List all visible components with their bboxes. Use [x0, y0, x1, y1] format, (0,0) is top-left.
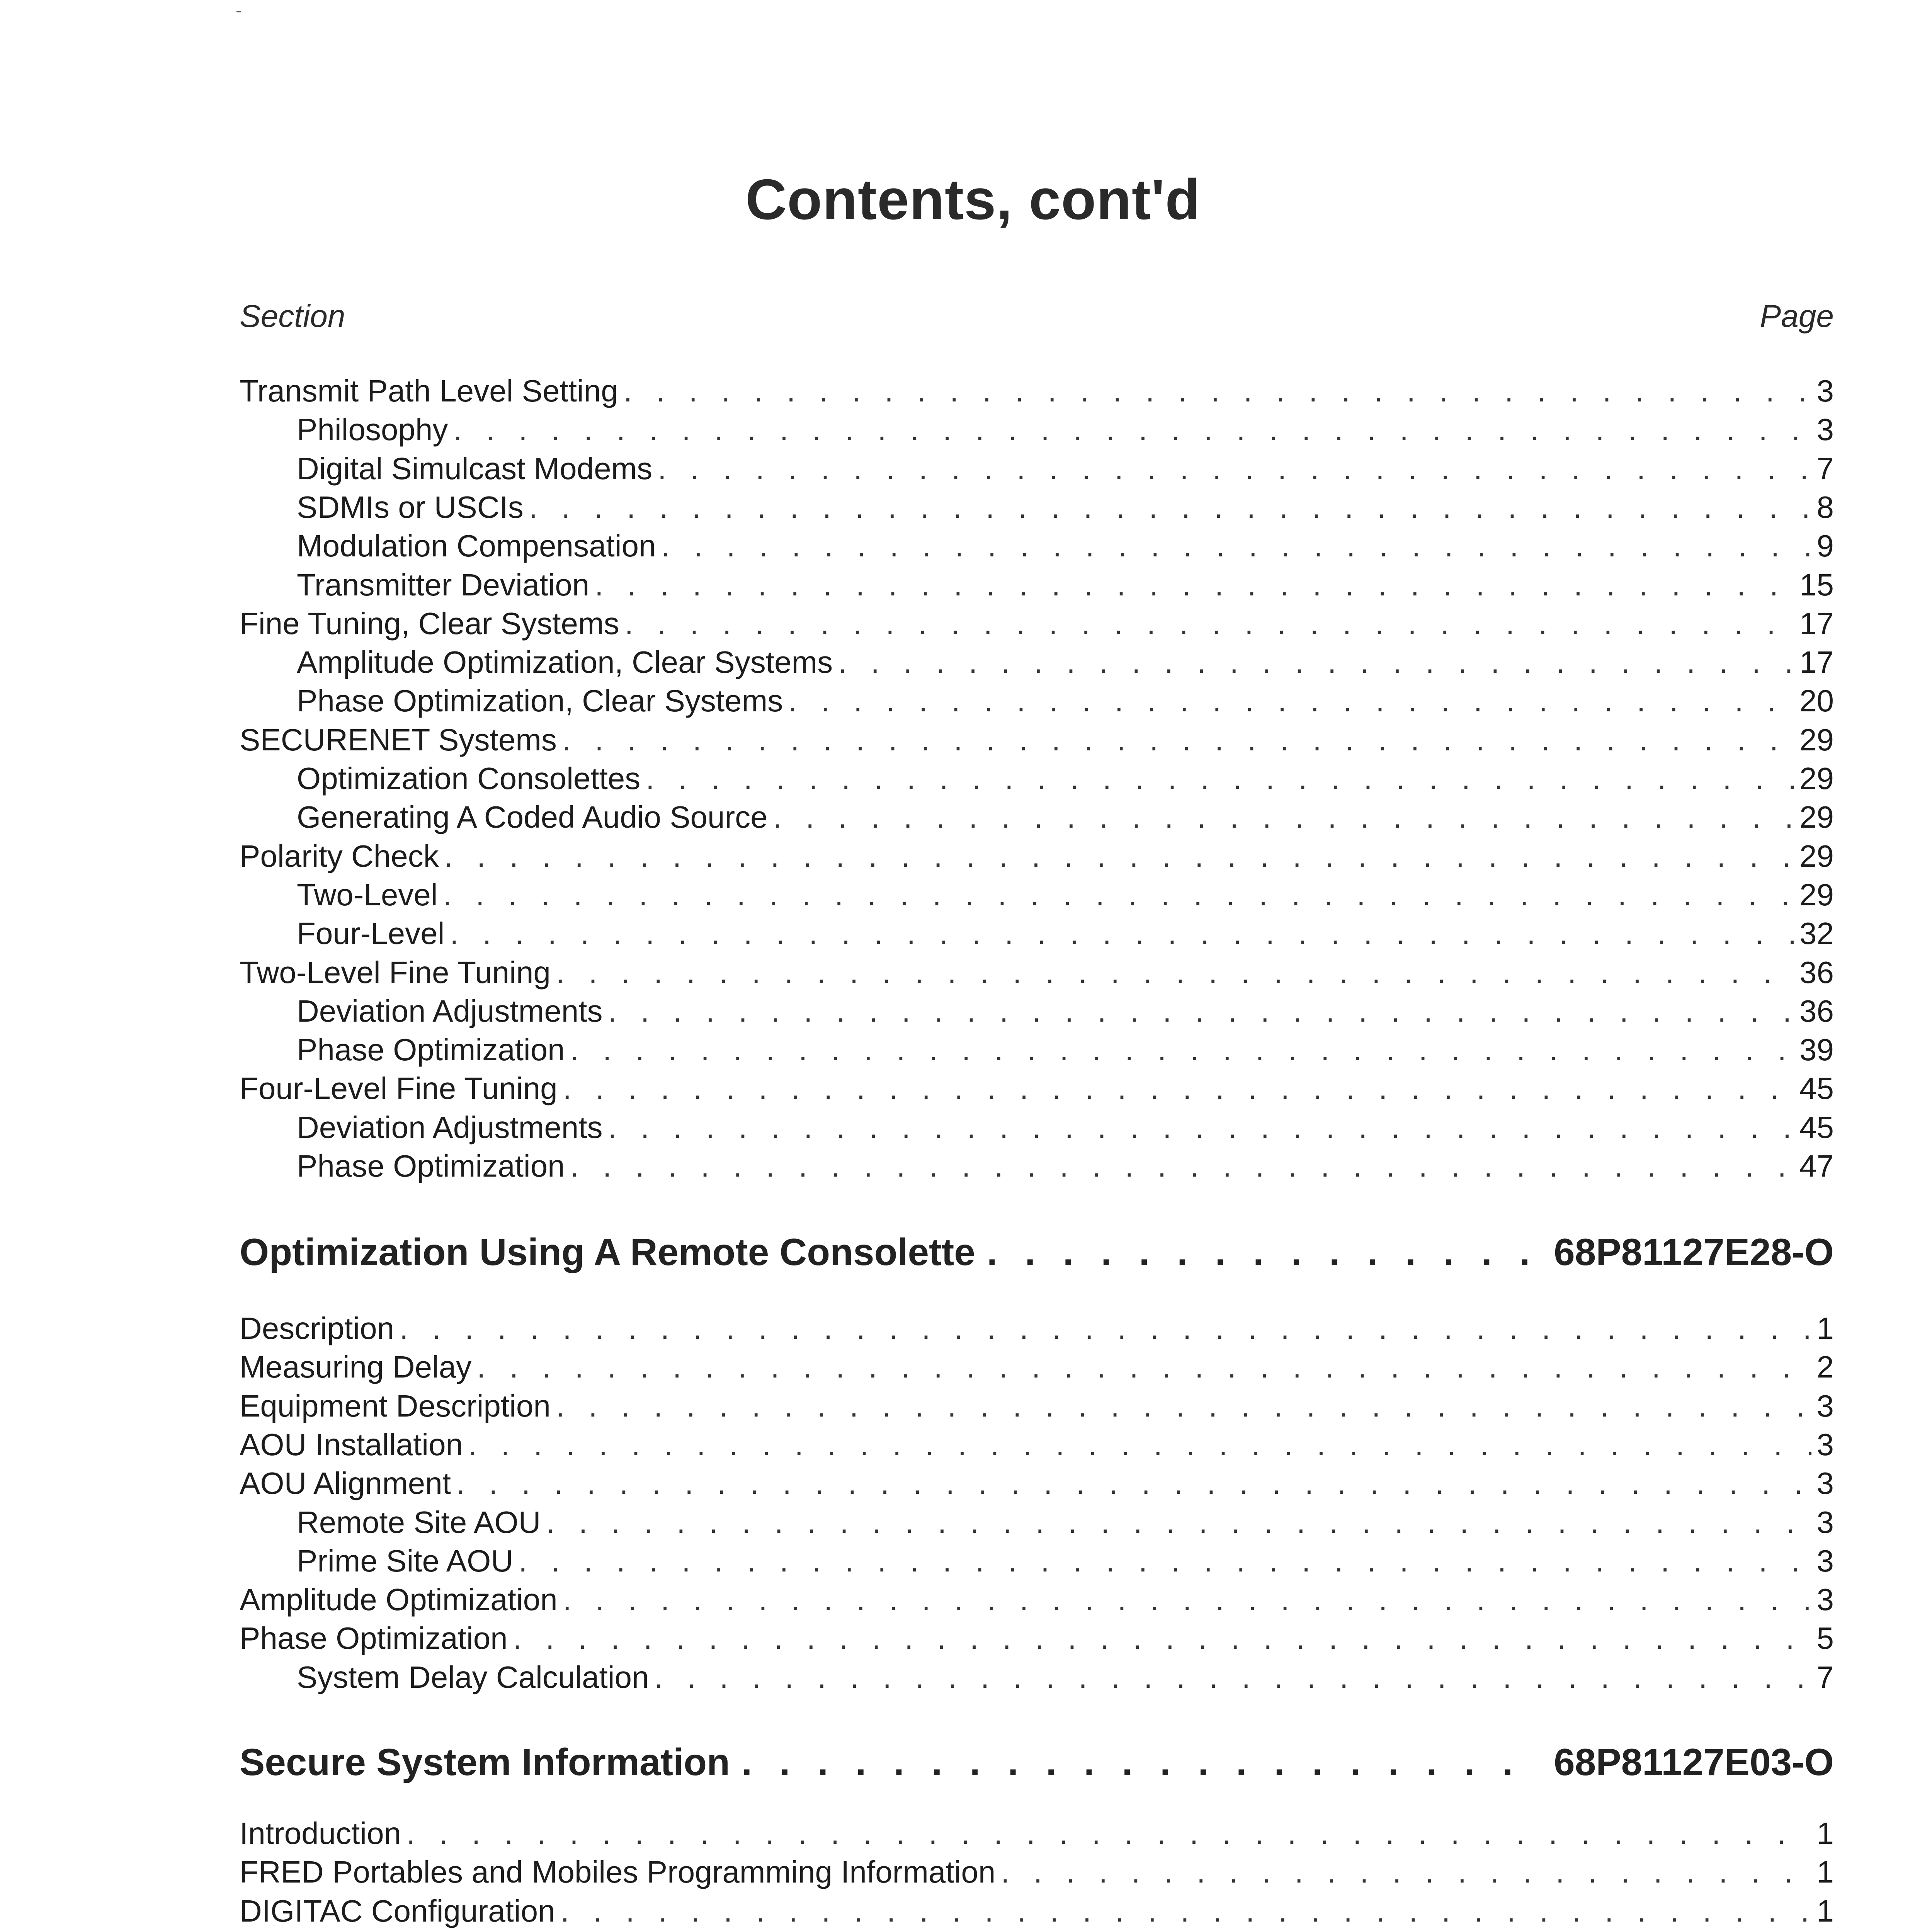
toc-entry[interactable]: [240, 604, 1834, 643]
dot-leader: [570, 1147, 1794, 1185]
dot-leader: [658, 449, 1811, 488]
toc-entry-page: 5: [1816, 1621, 1834, 1656]
dot-leader: [561, 1892, 1811, 1930]
toc-entry-title: System Delay Calculation: [297, 1660, 649, 1694]
toc-entry-title: Philosophy: [297, 412, 448, 447]
toc-entry-page: 17: [1799, 645, 1834, 680]
toc-entry-page: 3: [1816, 1582, 1834, 1617]
dot-leader: [654, 1658, 1811, 1697]
dot-leader: [570, 1031, 1794, 1069]
toc-entry-page: 3: [1816, 1543, 1834, 1578]
toc-entry-page: 36: [1799, 993, 1834, 1028]
section-heading-remote-consolette[interactable]: [240, 1227, 1834, 1277]
toc-entry-title: Deviation Adjustments: [297, 993, 603, 1028]
toc-entry-page: 3: [1816, 1388, 1834, 1423]
toc-entry-page: 7: [1816, 451, 1834, 486]
toc-entry[interactable]: [240, 837, 1834, 876]
toc-entry-page: 3: [1816, 1505, 1834, 1539]
toc-entry[interactable]: [240, 410, 1834, 449]
toc-entry-page: 2: [1816, 1350, 1834, 1384]
toc-entry-page: 45: [1799, 1110, 1834, 1145]
toc-entry[interactable]: [240, 1892, 1834, 1930]
dot-leader: [788, 682, 1794, 720]
toc-entry-title: Amplitude Optimization: [240, 1582, 558, 1617]
toc-entry-page: 17: [1799, 606, 1834, 641]
toc-entry-page: 1: [1816, 1893, 1834, 1928]
section-column-header: Section: [240, 299, 345, 334]
dot-leader: [443, 876, 1794, 914]
toc-entry-title: Phase Optimization, Clear Systems: [297, 684, 783, 718]
dot-leader: [624, 372, 1811, 410]
toc-entry-page: 3: [1816, 412, 1834, 447]
scan-speck: [236, 11, 241, 12]
dot-leader: [477, 1348, 1811, 1386]
toc-entry[interactable]: [240, 449, 1834, 488]
toc-entry-title: Deviation Adjustments: [297, 1110, 603, 1145]
dot-leader: [468, 1425, 1811, 1464]
toc-entry-title: Phase Optimization: [297, 1032, 565, 1067]
toc-entry-title: Prime Site AOU: [297, 1543, 514, 1578]
toc-entry[interactable]: [240, 1619, 1834, 1658]
toc-entry-title: Phase Optimization: [240, 1621, 508, 1656]
toc-entry[interactable]: [240, 992, 1834, 1031]
toc-entry-page: 39: [1799, 1032, 1834, 1067]
toc-entry-page: [1817, 1930, 1834, 1932]
toc-entry-title: Transmitter Deviation: [297, 567, 590, 602]
dot-leader: [444, 837, 1794, 876]
toc-entry-title: Transmit Path Level Setting: [240, 374, 618, 408]
toc-entry[interactable]: [240, 1108, 1834, 1147]
dot-leader: [661, 527, 1811, 565]
toc-entry[interactable]: [240, 1542, 1834, 1580]
toc-entry[interactable]: [240, 1348, 1834, 1386]
toc-entry-page: 29: [1799, 722, 1834, 757]
dot-leader: [625, 604, 1794, 643]
toc-entry[interactable]: [240, 1930, 1834, 1932]
toc-entry-title: Description: [240, 1311, 395, 1345]
dot-leader: [595, 566, 1794, 604]
toc-entry-title: FRED Portables and Mobiles Programming Information: [240, 1855, 996, 1889]
section-heading-title: Secure System Information: [240, 1741, 730, 1783]
toc-entry-title: SECURENET Systems: [240, 722, 557, 757]
toc-entry[interactable]: [240, 372, 1834, 410]
dot-leader: [987, 1227, 1542, 1277]
toc-entry-title: Measuring Delay: [240, 1350, 472, 1384]
toc-entry[interactable]: [240, 1503, 1834, 1542]
toc-entry[interactable]: [240, 488, 1834, 527]
toc-entry-page: 3: [1816, 374, 1834, 408]
toc-entry-title: Polarity Check: [240, 838, 439, 873]
toc-entry-title: Four-Level Fine Tuning: [240, 1071, 558, 1106]
toc-entry-page: 32: [1799, 916, 1834, 951]
toc-entry-title: Modulation Compensation: [297, 529, 656, 563]
dot-leader: [742, 1737, 1542, 1787]
toc-entry-page: 3: [1816, 1427, 1834, 1462]
dot-leader: [563, 1580, 1811, 1619]
toc-entry-page: 29: [1799, 800, 1834, 835]
toc-entry-title: Four-Level: [297, 916, 445, 951]
toc-entry-title: Digital Simulcast Modems: [297, 451, 653, 486]
toc-entry-title: Optimization Consolettes: [297, 761, 641, 796]
toc-entry-title: Two-Level: [297, 877, 438, 912]
toc-entry-title: Two-Level Fine Tuning: [240, 955, 551, 990]
toc-entry-page: 1: [1816, 1816, 1834, 1850]
toc-entry[interactable]: [240, 1309, 1834, 1348]
toc-entry-page: 29: [1799, 838, 1834, 873]
toc-entry[interactable]: [240, 1658, 1834, 1697]
toc-entry[interactable]: [240, 1069, 1834, 1108]
toc-entry-page: 20: [1799, 684, 1834, 718]
toc-entry-page: 8: [1816, 490, 1834, 524]
toc-entry-title: DIGITAC Configuration: [240, 1893, 555, 1928]
dot-leader: [556, 953, 1794, 992]
dot-leader: [608, 1108, 1794, 1147]
toc-entry-page: 36: [1799, 955, 1834, 990]
section-doc-number: 68P81127E03-O: [1554, 1741, 1834, 1783]
toc-entry[interactable]: [240, 798, 1834, 837]
toc-entry[interactable]: [240, 1031, 1834, 1069]
toc-entry[interactable]: [240, 876, 1834, 914]
dot-leader: [608, 992, 1794, 1031]
toc-entry[interactable]: [240, 1464, 1834, 1503]
toc-entry-title: SDMIs or USCIs: [297, 490, 524, 524]
toc-entry[interactable]: [240, 721, 1834, 759]
page-title: Contents, cont'd: [745, 168, 1201, 231]
section-heading-secure-system[interactable]: [240, 1737, 1834, 1787]
toc-entry-page: 3: [1816, 1466, 1834, 1501]
dot-leader: [1001, 1853, 1811, 1891]
dot-leader: [773, 798, 1794, 837]
dot-leader: [513, 1619, 1811, 1658]
toc-entry[interactable]: [240, 1853, 1834, 1891]
dot-leader: [406, 1814, 1811, 1853]
toc-entry[interactable]: [240, 1387, 1834, 1425]
toc-entry-title: AOU Alignment: [240, 1466, 451, 1501]
dot-leader: [400, 1309, 1811, 1348]
toc-entry-title: Remote Site AOU: [297, 1505, 541, 1539]
toc-entry[interactable]: [240, 1580, 1834, 1619]
toc-entry[interactable]: [240, 914, 1834, 953]
toc-entry-page: 47: [1799, 1149, 1834, 1183]
toc-entry[interactable]: [240, 682, 1834, 720]
toc-entry-title: Amplitude Optimization, Clear Systems: [297, 645, 833, 680]
toc-entry[interactable]: [240, 566, 1834, 604]
toc-entry-page: 7: [1816, 1660, 1834, 1694]
toc-entry-page: 29: [1799, 761, 1834, 796]
toc-entry-title: Phase Optimization: [297, 1149, 565, 1183]
dot-leader: [1123, 1930, 1811, 1932]
toc-entry-title: Fine Tuning, Clear Systems: [240, 606, 619, 641]
toc-entry-title: Equipment Description: [240, 1388, 551, 1423]
dot-leader: [456, 1464, 1811, 1503]
section-doc-number: 68P81127E28-O: [1554, 1231, 1834, 1273]
toc-entry[interactable]: [240, 1425, 1834, 1464]
toc-entry-title: Introduction: [240, 1816, 401, 1850]
dot-leader: [450, 914, 1794, 953]
toc-entry-page: 45: [1799, 1071, 1834, 1106]
dot-leader: [453, 410, 1811, 449]
toc-entry[interactable]: [240, 527, 1834, 565]
dot-leader: [519, 1542, 1811, 1580]
dot-leader: [546, 1503, 1811, 1542]
toc-entry-page: 9: [1816, 529, 1834, 563]
toc-entry-page: 15: [1799, 567, 1834, 602]
page-column-header: Page: [1760, 299, 1834, 334]
toc-entry[interactable]: [240, 1814, 1834, 1853]
toc-entry[interactable]: [240, 1147, 1834, 1185]
section-heading-title: Optimization Using A Remote Consolette: [240, 1231, 975, 1273]
dot-leader: [556, 1387, 1811, 1425]
toc-entry-page: 1: [1816, 1855, 1834, 1889]
toc-entry-title: [297, 1930, 1117, 1932]
toc-entry[interactable]: [240, 953, 1834, 992]
toc-entry-page: 1: [1816, 1311, 1834, 1345]
toc-entry[interactable]: [240, 643, 1834, 682]
toc-entry-page: 29: [1799, 877, 1834, 912]
toc-entry[interactable]: [240, 759, 1834, 798]
dot-leader: [562, 721, 1794, 759]
dot-leader: [838, 643, 1794, 682]
dot-leader: [646, 759, 1794, 798]
toc-entry-title: AOU Installation: [240, 1427, 463, 1462]
dot-leader: [529, 488, 1811, 527]
toc-entry-title: Generating A Coded Audio Source: [297, 800, 768, 835]
dot-leader: [563, 1069, 1794, 1108]
